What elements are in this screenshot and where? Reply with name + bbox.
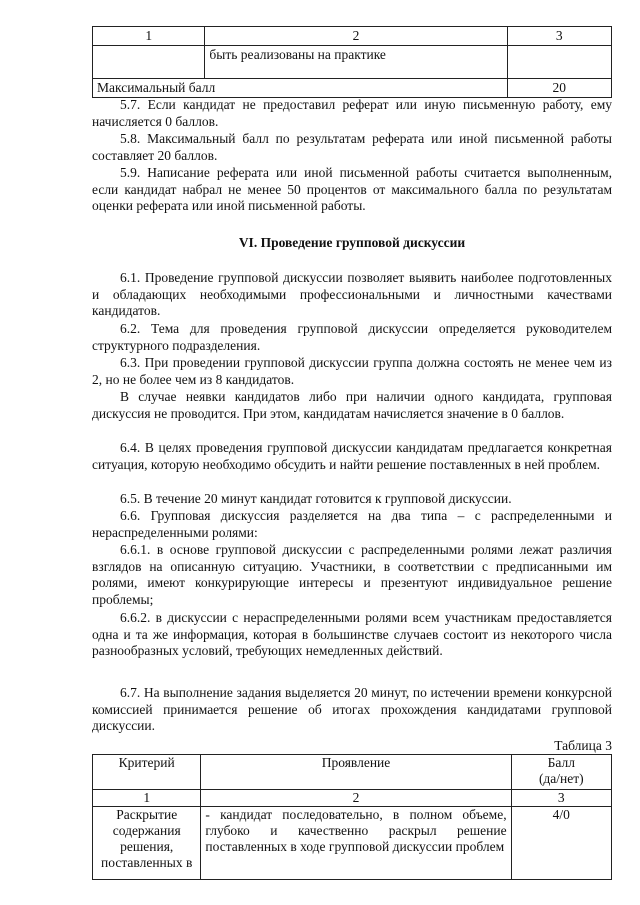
table-cell: - кандидат последовательно, в полном объеме, глубоко и качественно раскрыл решение поставленных в ходе групповой дискуссии проблем — [201, 807, 511, 880]
table-cell: 3 — [507, 27, 611, 46]
top-table — [92, 26, 612, 98]
table-cell: 4/0 — [511, 807, 611, 880]
paragraph-5-7: 5.7. Если кандидат не предоставил реферат или иную письменную работу, ему начисляется 0 баллов. — [92, 97, 612, 129]
table-cell: 20 — [507, 79, 611, 98]
section-heading: VI. Проведение групповой дискуссии — [238, 235, 466, 250]
score-header: Балл — [547, 755, 575, 770]
paragraph-6-6-1: 6.6.1. в основе групповой дискуссии с распределенными ролями лежат различия взглядов на описанную ситуацию. Участники, в соответствии с предписанными им ролями, имеют конкурирующие интересы и презентуют индивидуальное решение проблемы; — [92, 542, 612, 607]
table-header-cell: Проявление — [201, 755, 511, 790]
paragraph-6-1: 6.1. Проведение групповой дискуссии позволяет выявить наиболее подготовленных и обладающих необходимыми профессиональными и личностными качествами кандидатов. — [92, 270, 612, 319]
table-row — [93, 79, 612, 98]
table-number-row — [93, 790, 612, 807]
paragraph-no-show: В случае неявки кандидатов либо при наличии одного кандидата, групповая дискуссия не проводится. При этом, кандидатам начисляется значение в 0 баллов. — [92, 389, 612, 421]
paragraph-6-5: 6.5. В течение 20 минут кандидат готовится к групповой дискуссии. — [120, 491, 512, 506]
table-header-row — [93, 27, 612, 46]
score-header-sub: (да/нет) — [538, 771, 584, 786]
table-header-cell: Критерий — [93, 755, 201, 790]
table-cell — [93, 46, 205, 79]
paragraph-5-8: 5.8. Максимальный балл по результатам реферата или иной письменной работы составляет 20 баллов. — [92, 131, 612, 163]
table-row — [93, 46, 612, 79]
table-cell: 1 — [93, 790, 201, 807]
paragraph-6-6-2: 6.6.2. в дискуссии с нераспределенными ролями всем участникам предоставляется одна и та же информация, которая в большинстве случаев состоит из некоторого числа разнообразных условий, требующих немедленных действий. — [92, 610, 612, 659]
criteria-table — [92, 754, 612, 880]
paragraph-5-9: 5.9. Написание реферата или иной письменной работы считается выполненным, если кандидат набрал не менее 50 процентов от максимального балла по результатам оценки реферата или иной письменной работы. — [92, 165, 612, 214]
paragraph-6-2: 6.2. Тема для проведения групповой дискуссии определяется руководителем структурного подразделения. — [92, 321, 612, 353]
table-caption: Таблица 3 — [554, 738, 612, 753]
paragraph-6-4: 6.4. В целях проведения групповой дискуссии кандидатам предлагается конкретная ситуация, которую необходимо обсудить и найти решение поставленных в ней проблем. — [92, 440, 612, 472]
table-header-row — [93, 755, 612, 790]
table-row — [93, 807, 612, 880]
paragraph-6-7: 6.7. На выполнение задания выделяется 20 минут, по истечении времени конкурсной комиссией принимается решение об итогах прохождения кандидатами групповой дискуссии. — [92, 685, 612, 734]
table-cell: 2 — [205, 27, 507, 46]
paragraph-6-3: 6.3. При проведении групповой дискуссии группа должна состоять не менее чем из 2, но не более чем из 8 кандидатов. — [92, 355, 612, 387]
table-cell: Максимальный балл — [93, 79, 508, 98]
table-header-cell — [511, 755, 611, 790]
table-cell: 1 — [93, 27, 205, 46]
table-cell: 3 — [511, 790, 611, 807]
table-cell — [507, 46, 611, 79]
table-cell: 2 — [201, 790, 511, 807]
table-cell: быть реализованы на практике — [205, 46, 507, 79]
table-cell: Раскрытие содержания решения, поставленных в — [93, 807, 201, 880]
paragraph-6-6: 6.6. Групповая дискуссия разделяется на два типа – с распределенными и нераспределенными ролями: — [92, 508, 612, 540]
